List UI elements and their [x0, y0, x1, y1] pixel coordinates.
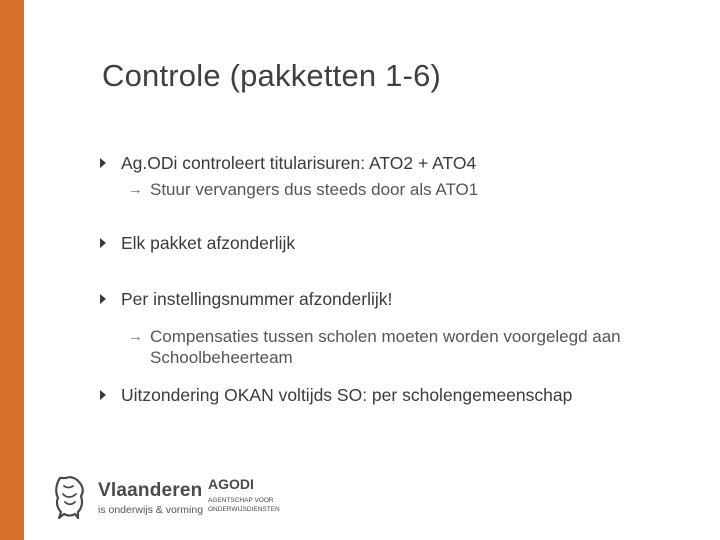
flemish-lion-logo-icon	[52, 474, 90, 520]
bullet-item	[100, 152, 476, 174]
bullet-text: Ag.ODi controleert titularisuren: ATO2 + ATO4	[121, 153, 477, 173]
vlaanderen-tagline: is onderwijs & vorming	[98, 504, 204, 516]
agodi-tagline: AGENTSCHAP VOOR ONDERWIJSDIENSTEN	[208, 497, 280, 513]
sub-bullet-item	[128, 326, 670, 368]
sub-bullet-text: Stuur vervangers dus steeds door als ATO1	[150, 180, 479, 199]
sub-bullet-item	[128, 179, 670, 200]
agodi-wordmark: AGODI	[208, 476, 254, 492]
bullet-triangle-icon	[100, 390, 106, 400]
bullet-item	[100, 232, 295, 254]
bullet-text: Uitzondering OKAN voltijds SO: per scholengemeenschap	[121, 385, 573, 405]
arrow-right-icon: →	[128, 328, 143, 345]
bullet-item	[100, 288, 392, 310]
bullet-triangle-icon	[100, 294, 106, 304]
sub-bullet-text: Compensaties tussen scholen moeten worden voorgelegd aan Schoolbeheerteam	[150, 327, 621, 367]
footer-logos	[52, 466, 292, 526]
accent-side-bar	[0, 0, 24, 540]
bullet-triangle-icon	[100, 238, 106, 248]
bullet-triangle-icon	[100, 158, 106, 168]
bullet-text: Per instellingsnummer afzonderlijk!	[121, 289, 393, 309]
arrow-right-icon: →	[128, 181, 143, 198]
bullet-item	[100, 384, 572, 406]
vlaanderen-wordmark: Vlaanderen	[98, 480, 203, 501]
bullet-text: Elk pakket afzonderlijk	[121, 233, 296, 253]
slide-title: Controle (pakketten 1-6)	[102, 58, 442, 93]
